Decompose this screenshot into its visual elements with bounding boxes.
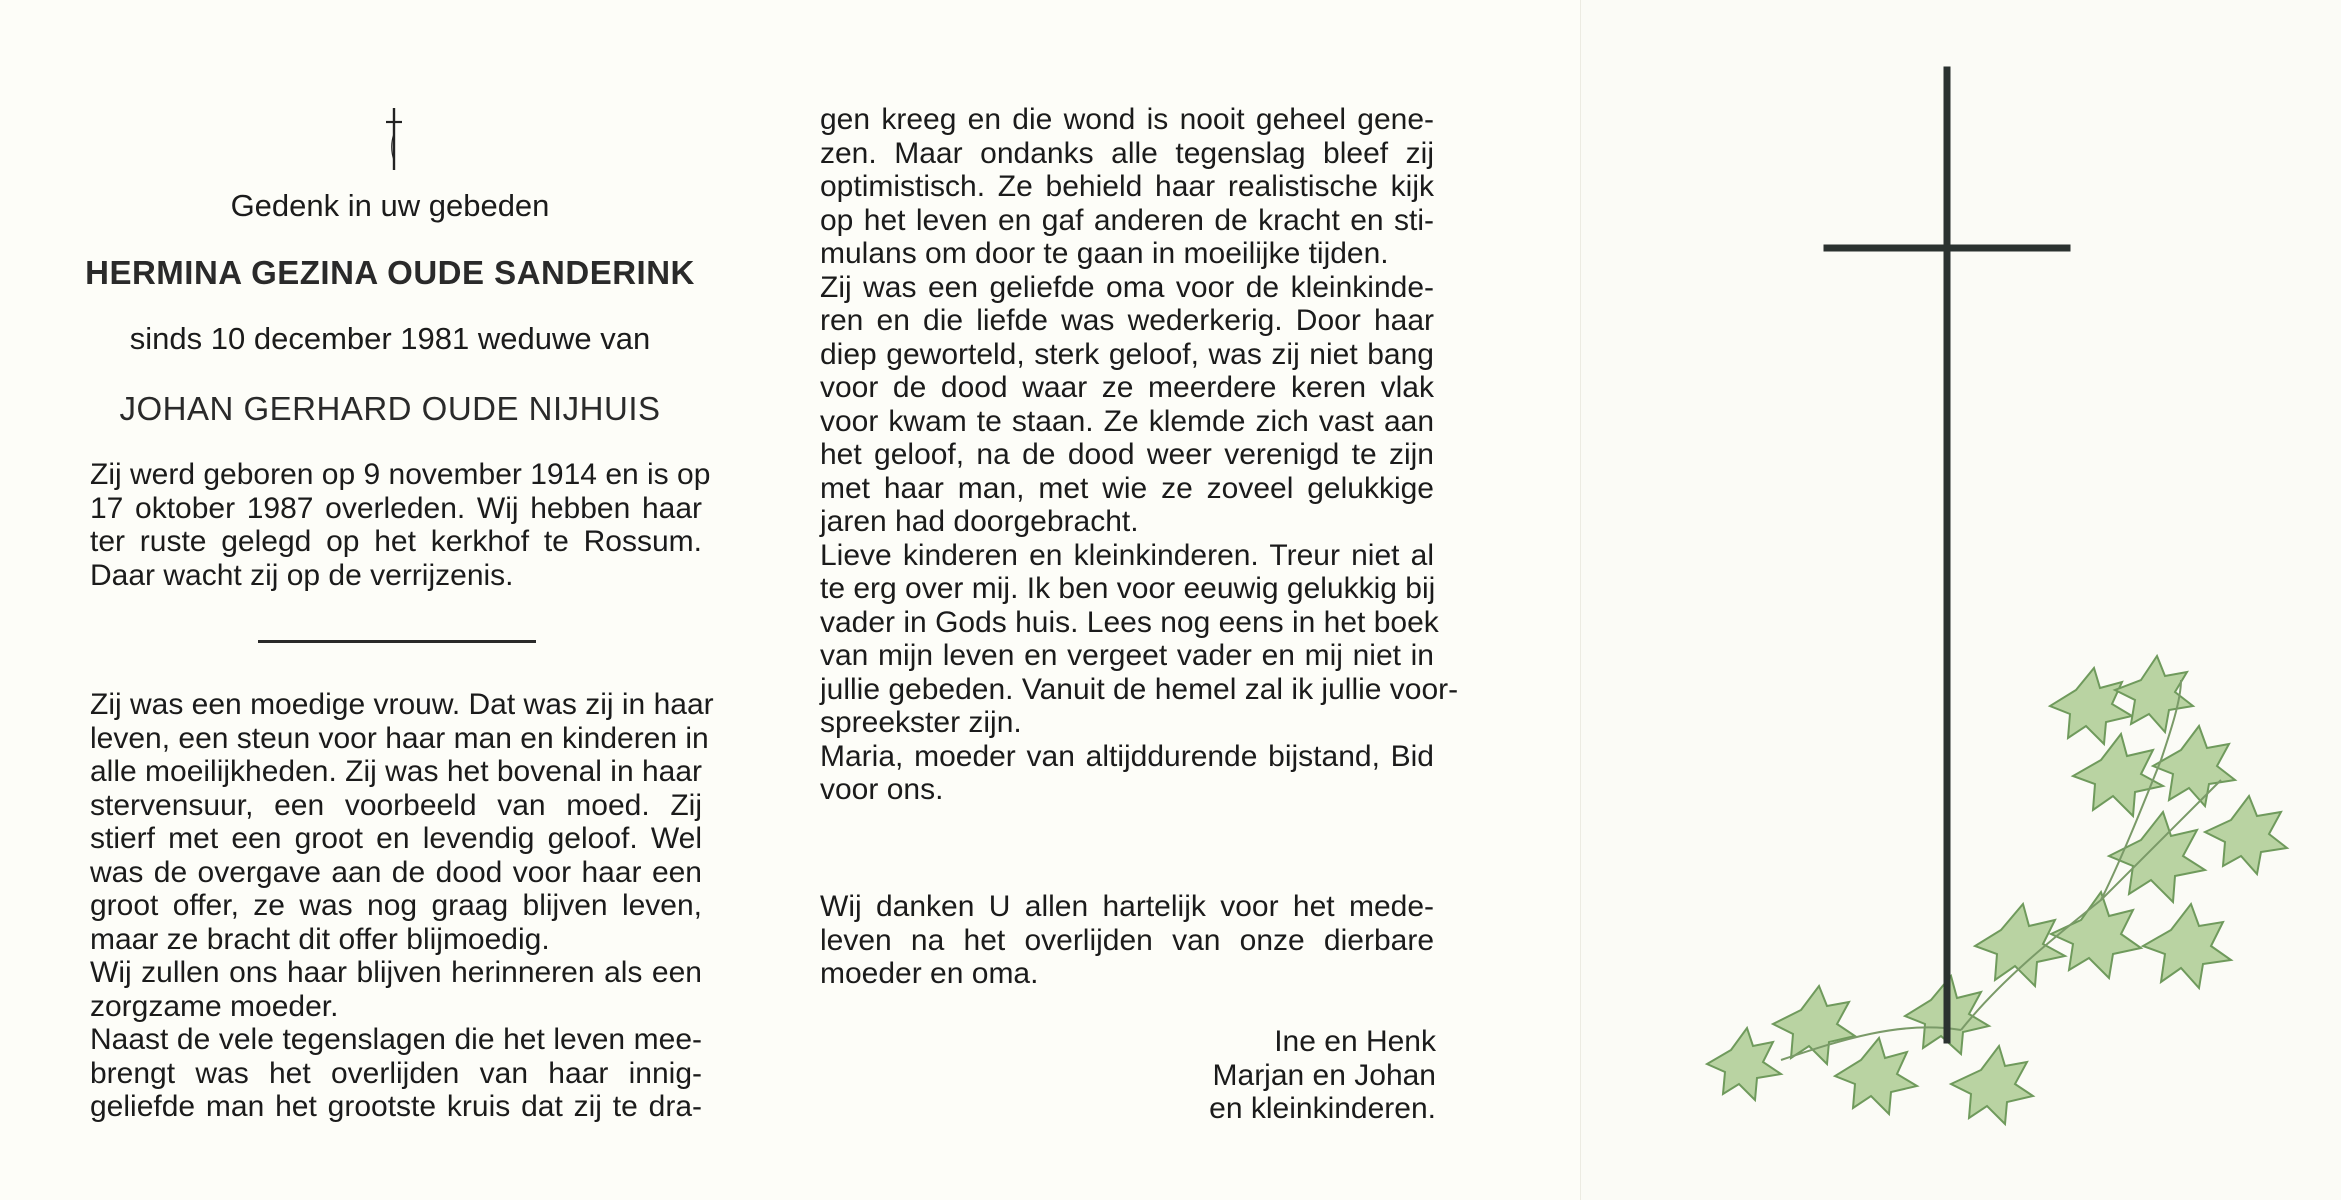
- text-line: Zij was een moedige vrouw. Dat was zij in haar: [90, 688, 714, 721]
- deceased-name: HERMINA GEZINA OUDE SANDERINK: [85, 254, 695, 291]
- text-line: leven, een steun voor haar man en kinderen in: [90, 721, 709, 755]
- text-line: zorgzame moeder.: [90, 989, 339, 1023]
- widow-since-line: sinds 10 december 1981 weduwe van: [129, 321, 651, 356]
- text-line: het geloof, na de dood weer verenigd te zijn: [820, 438, 1434, 471]
- text-line: van mijn leven en vergeet vader en mij niet in: [820, 639, 1434, 672]
- signature-line: Marjan en Johan: [1212, 1058, 1436, 1092]
- text-line: leven na het overlijden van onze dierbare: [820, 923, 1434, 957]
- text-line: jaren had doorgebracht.: [820, 505, 1139, 538]
- text-line: Wij danken U allen hartelijk voor het mede-: [820, 890, 1434, 923]
- signature-block: [1100, 1025, 1436, 1126]
- text-line: ren en die liefde was wederkerig. Door haar: [820, 304, 1434, 337]
- text-line: Naast de vele tegenslagen die het leven mee-: [90, 1023, 702, 1056]
- text-line: jullie gebeden. Vanuit de hemel zal ik jullie voor-: [820, 672, 1459, 706]
- text-line: te erg over mij. Ik ben voor eeuwig gelukkig bij: [820, 572, 1436, 605]
- continued-paragraph: [820, 103, 1459, 807]
- signature-line: en kleinkinderen.: [1209, 1092, 1436, 1125]
- text-line: spreekster zijn.: [820, 706, 1022, 739]
- text-line: voor ons.: [820, 773, 944, 806]
- text-line: Maria, moeder van altijddurende bijstand, Bid: [820, 739, 1434, 773]
- cross-shape: [1827, 70, 2067, 1040]
- cross-illustration: [1581, 0, 2341, 1200]
- husband-name: JOHAN GERHARD OUDE NIJHUIS: [119, 390, 661, 427]
- signature-line: Ine en Henk: [1274, 1025, 1436, 1058]
- text-line: stierf met een groot en levendig geloof. Wel: [90, 822, 702, 855]
- text-line: Daar wacht zij op de verrijzenis.: [90, 558, 514, 592]
- text-line: alle moeilijkheden. Zij was het bovenal in haar: [90, 755, 703, 788]
- text-line: mulans om door te gaan in moeilijke tijden.: [820, 237, 1389, 270]
- ivy-leaves: [1707, 656, 2287, 1124]
- text-line: diep geworteld, sterk geloof, was zij niet bang: [820, 337, 1434, 371]
- text-line: Lieve kinderen en kleinkinderen. Treur niet al: [820, 538, 1434, 572]
- text-line: groot offer, ze was nog graag blijven leven,: [90, 889, 702, 922]
- text-line: Zij was een geliefde oma voor de kleinkinde-: [820, 270, 1434, 304]
- thanks-paragraph: [820, 890, 1434, 991]
- text-line: ter ruste gelegd op het kerkhof te Rossum.: [90, 525, 702, 558]
- text-line: was de overgave aan de dood voor haar een: [90, 855, 702, 889]
- text-line: Zij werd geboren op 9 november 1914 en is op: [90, 458, 711, 491]
- illustration-panel: [1580, 0, 2341, 1200]
- text-line: voor de dood waar ze meerdere keren vlak: [820, 371, 1434, 404]
- text-line: zen. Maar ondanks alle tegenslag bleef zij: [820, 136, 1434, 170]
- text-line: brengt was het overlijden van haar innig-: [90, 1056, 702, 1090]
- text-line: Wij zullen ons haar blijven herinneren als een: [90, 956, 702, 989]
- divider: [258, 640, 536, 643]
- text-line: optimistisch. Ze behield haar realistische kijk: [820, 170, 1434, 203]
- text-line: moeder en oma.: [820, 957, 1039, 990]
- cross-icon: [382, 104, 406, 172]
- text-line: vader in Gods huis. Lees nog eens in het boek: [820, 605, 1439, 639]
- text-line: stervensuur, een voorbeeld van moed. Zij: [90, 788, 702, 822]
- text-line: op het leven en gaf anderen de kracht en sti-: [820, 203, 1434, 237]
- text-line: voor kwam te staan. Ze klemde zich vast aan: [820, 404, 1434, 438]
- text-line: gen kreeg en die wond is nooit geheel gene-: [820, 103, 1434, 136]
- text-line: geliefde man het grootste kruis dat zij te dra-: [90, 1090, 702, 1123]
- left-panel: [0, 0, 780, 1200]
- life-paragraph: [90, 688, 714, 1124]
- birth-paragraph: [90, 458, 711, 592]
- text-line: maar ze bracht dit offer blijmoedig.: [90, 922, 550, 956]
- memory-line: Gedenk in uw gebeden: [230, 188, 550, 223]
- text-line: 17 oktober 1987 overleden. Wij hebben haar: [90, 491, 702, 525]
- text-line: met haar man, met wie ze zoveel gelukkige: [820, 471, 1434, 505]
